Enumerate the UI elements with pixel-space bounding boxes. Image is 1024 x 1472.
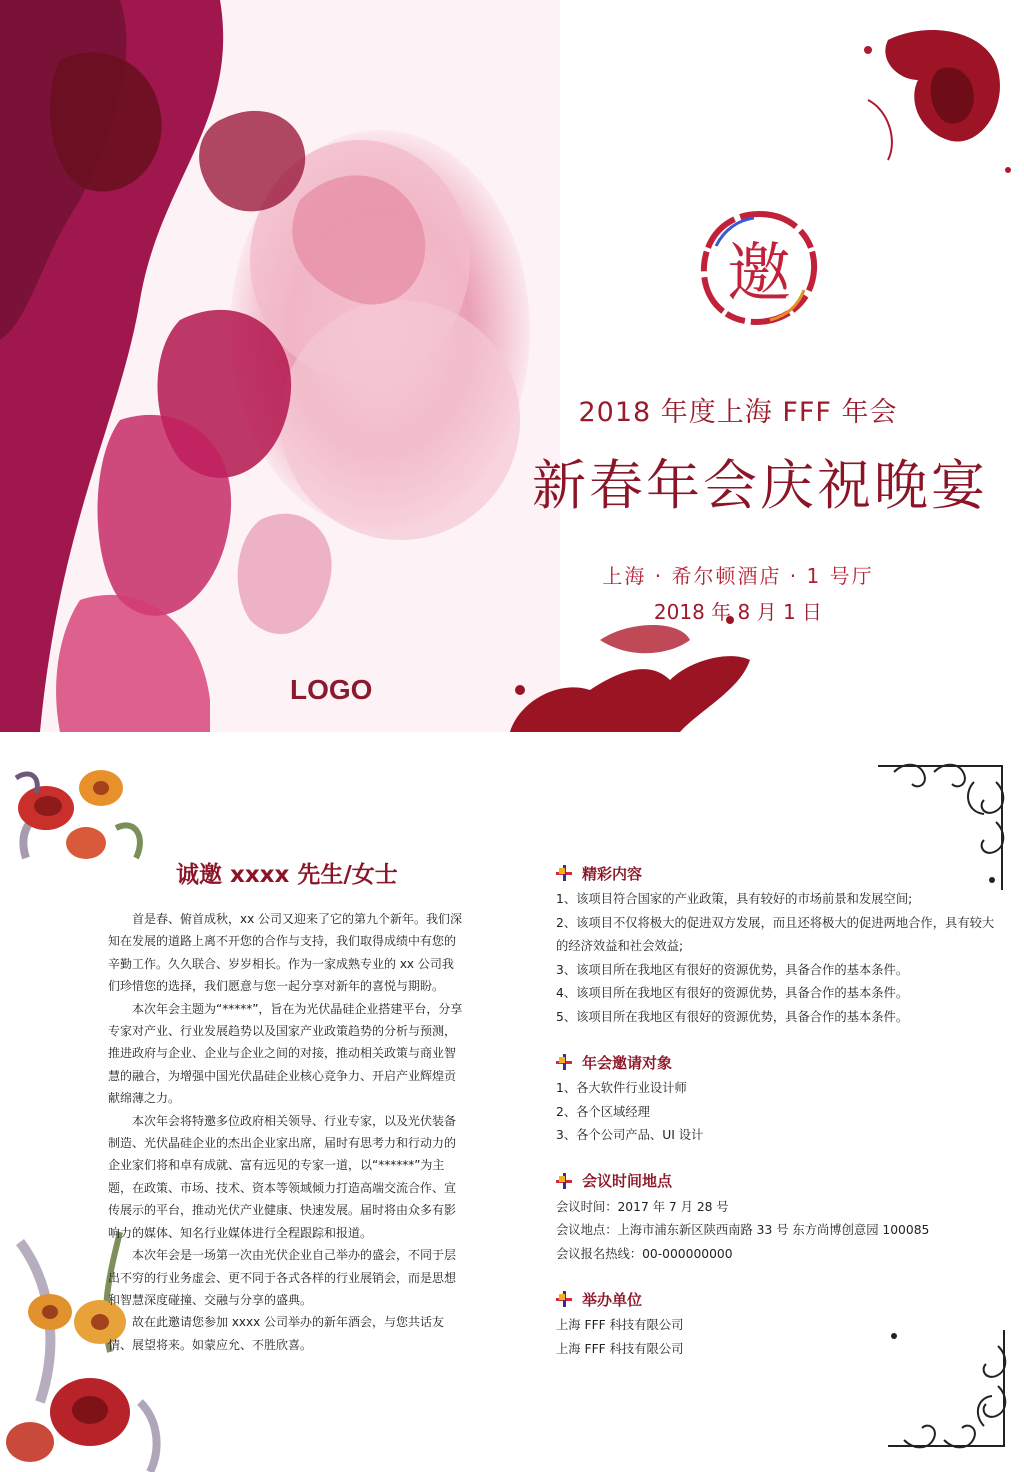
section-title: 精彩内容 — [582, 864, 643, 883]
invitation-letter — [108, 908, 464, 1356]
section-header — [556, 1170, 996, 1192]
letter-paragraph: 本次年会将特邀多位政府相关领导、行业专家，以及光伏装备制造、光伏晶硅企业的杰出企业家出席，届时有思考力和行动力的企业家们将和卓有成就、富有远见的专家一道，以“******”为主题，在政策、市场、技术、资本等领域倾力打造高端交流合作、宣传展示的平台，推动光伏产业健康、快速发展。届时将由众多有影响力的媒体、知名行业媒体进行全程跟踪和报道。 — [108, 1113, 457, 1240]
event-details — [556, 862, 996, 1383]
event-title: 新春年会庆祝晚宴 — [532, 454, 988, 517]
section-time-location — [556, 1170, 996, 1267]
list-item: 上海 FFF 科技有限公司 — [556, 1318, 684, 1332]
section-header — [556, 1051, 996, 1073]
ink-rose-artwork — [0, 0, 560, 732]
section-organizer — [556, 1288, 996, 1361]
letter-paragraph: 故在此邀请您参加 xxxx 公司举办的新年酒会，与您共话友情、展望将来。如蒙应允、不胜欣喜。 — [108, 1315, 445, 1352]
list-item: 3、各个公司产品、UI 设计 — [556, 1128, 704, 1142]
invitation-inner-page — [0, 732, 1024, 1472]
list-item: 2、各个区域经理 — [556, 1104, 650, 1119]
letter-paragraph: 本次年会主题为“*****”，旨在为光伏晶硅企业搭建平台，分享专家对产业、行业发展趋势以及国家产业政策趋势的分析与预测，推进政府与企业、企业与企业之间的对接，推动相关政策与商业智慧的融合，为增强中国光伏晶硅企业核心竞争力、开启产业辉煌贡献绵薄之力。 — [108, 1001, 463, 1106]
event-subtitle: 2018 年度上海 FFF 年会 — [578, 397, 898, 428]
event-venue: 上海 · 希尔顿酒店 · 1 号厅 — [602, 564, 874, 588]
section-title: 年会邀请对象 — [582, 1053, 673, 1072]
section-header — [556, 1288, 996, 1310]
list-item: 3、该项目所在我地区有很好的资源优势，具备合作的基本条件。 — [556, 962, 909, 977]
list-item: 4、该项目所在我地区有很好的资源优势，具备合作的基本条件。 — [556, 986, 909, 1000]
invitation-seal — [694, 206, 824, 330]
seal-character: 邀 — [727, 237, 791, 311]
watercolor-flower-top-left — [6, 748, 156, 898]
invitee-greeting: 诚邀 xxxx 先生/女士 — [176, 862, 398, 888]
company-logo: LOGO — [290, 674, 373, 705]
cross-marker-icon — [556, 1173, 572, 1189]
list-item: 1、各大软件行业设计师 — [556, 1081, 687, 1095]
section-header — [556, 862, 996, 884]
section-title: 会议时间地点 — [582, 1172, 673, 1190]
list-item: 会议时间：2017 年 7 月 28 号 — [556, 1199, 729, 1214]
cross-marker-icon — [556, 1054, 572, 1070]
list-item: 会议地点：上海市浦东新区陕西南路 33 号 东方尚博创意园 100085 — [556, 1223, 930, 1237]
ink-splash-corner — [848, 10, 1024, 205]
letter-paragraph: 本次年会是一场第一次由光伏企业自己举办的盛会，不同于层出不穷的行业务虚会、更不同于各式各样的行业展销会，而是思想和智慧深度碰撞、交融与分享的盛典。 — [108, 1248, 457, 1307]
event-date: 2018 年 8 月 1 日 — [653, 600, 823, 624]
section-invitees — [556, 1051, 996, 1148]
section-highlights — [556, 862, 996, 1029]
section-title: 举办单位 — [582, 1290, 643, 1309]
list-item: 2、该项目不仅将极大的促进双方发展，而且还将极大的促进两地合作，具有较大的经济效益和社会效益; — [556, 915, 995, 953]
invitation-cover — [0, 0, 1024, 732]
list-item: 会议报名热线：00-000000000 — [556, 1246, 733, 1261]
list-item: 1、该项目符合国家的产业政策，具有较好的市场前景和发展空间; — [556, 892, 913, 906]
cross-marker-icon — [556, 865, 572, 881]
list-item: 上海 FFF 科技有限公司 — [556, 1341, 684, 1356]
cross-marker-icon — [556, 1291, 572, 1307]
letter-paragraph: 首是春、俯首成秋，xx 公司又迎来了它的第九个新年。我们深知在发展的道路上离不开您的合作与支持，我们取得成绩中有您的辛勤工作。久久联合、岁岁相长。作为一家成熟专业的 xx 公司我们珍惜您的选择，我们愿意与您一起分享对新年的喜悦与期盼。 — [108, 912, 463, 994]
list-item: 5、该项目所在我地区有很好的资源优势，具备合作的基本条件。 — [556, 1009, 909, 1024]
